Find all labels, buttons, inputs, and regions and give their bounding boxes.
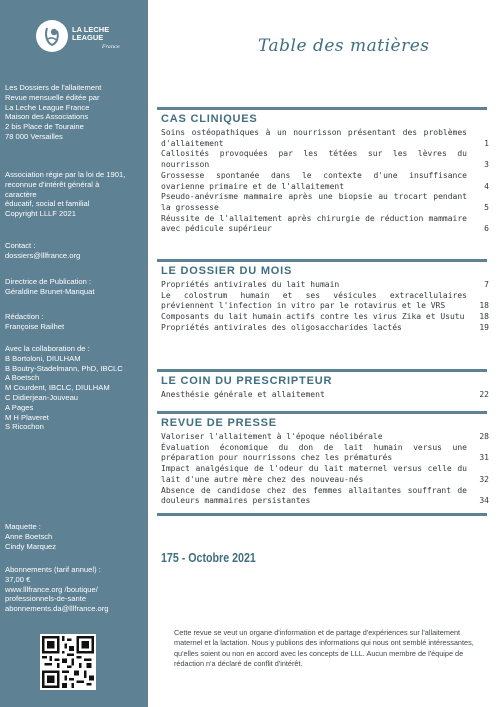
publication-line: Les Dossiers de l'allaitement bbox=[5, 83, 102, 92]
section-heading: LE COIN DU PRESCRIPTEUR bbox=[161, 375, 333, 387]
entry-page: 3 bbox=[484, 160, 489, 170]
entry-title: Évaluation économique du don de lait humain versus une préparation pour nourrissons chez les prématurés bbox=[161, 442, 467, 463]
entry-page: 7 bbox=[484, 280, 489, 289]
collaborator: A Boetsch bbox=[5, 373, 40, 383]
section-revue-de-presse bbox=[157, 411, 491, 516]
publication-line: 2 bis Place de Touraine bbox=[5, 122, 84, 132]
entry-page: 32 bbox=[479, 474, 489, 484]
legal-line: Association régie par la loi de 1901, bbox=[5, 170, 126, 179]
legal-line: reconnue d'intérêt général à bbox=[5, 179, 100, 189]
collaborator: B Boutry-Stadelmann, PhD, IBCLC bbox=[5, 363, 123, 373]
publication-line: La Leche League France bbox=[5, 102, 90, 112]
entry-title: Pseudo-anévrisme mammaire après une biopsie au trocart pendant la grossesse bbox=[161, 192, 467, 212]
legal-line: caractère bbox=[5, 189, 37, 199]
toc-title: Table des matières bbox=[258, 36, 430, 56]
collaborator: C Didierjean-Jouveau bbox=[5, 392, 79, 402]
collaborator: M Courdent, IBCLC, DIULHAM bbox=[5, 383, 110, 393]
entry-title: Composants du lait humain actifs contre les virus Zika et Usutu bbox=[161, 312, 465, 322]
toc-entry[interactable] bbox=[157, 192, 491, 213]
entry-title: Impact analgésique de l'odeur du lait maternel versus celle du lait d'une autre mère chez des nouveau-nés bbox=[161, 464, 467, 484]
sidebar bbox=[0, 0, 148, 707]
entry-page: 18 bbox=[479, 301, 489, 311]
section-cas-cliniques bbox=[157, 107, 491, 235]
section-dossier-du-mois bbox=[157, 259, 491, 334]
toc-entry[interactable] bbox=[157, 486, 491, 507]
toc-entry[interactable] bbox=[157, 128, 491, 149]
entry-page: 19 bbox=[479, 322, 489, 332]
maquette-info bbox=[5, 522, 145, 551]
toc-entry[interactable] bbox=[157, 390, 491, 401]
redaction-info bbox=[5, 312, 145, 332]
section-divider bbox=[157, 259, 487, 262]
collaborator: B Bortoloni, DIULHAM bbox=[5, 353, 81, 363]
publication-line: 78 000 Versailles bbox=[5, 131, 63, 141]
section-heading: CAS CLINIQUES bbox=[161, 113, 258, 125]
abo-price: 37,00 € bbox=[5, 574, 31, 584]
entry-title: Propriétés antivirales des oligosaccharides lactés bbox=[161, 322, 402, 332]
contact-label: Contact : bbox=[5, 241, 36, 250]
legal-info bbox=[5, 170, 145, 219]
editorial-note: Cette revue se veut un organe d'information et de partage d'expériences sur l'allaitement maternel et la lactation. Nous y publions des informations qui nous ont semblé intéressantes, qu'elles soient ou non en accord avec les concepts de LLL. Aucun membre de l'équipe de rédaction n'a déclaré de conflit d'intérêt. bbox=[174, 628, 474, 668]
toc-entry[interactable] bbox=[157, 291, 491, 312]
redaction-name: Françoise Railhet bbox=[5, 321, 65, 331]
collab-label: Avec la collaboration de : bbox=[5, 344, 90, 353]
abonnements-info bbox=[5, 565, 145, 614]
section-divider bbox=[157, 107, 487, 110]
issue-number: 175 - Octobre 2021 bbox=[161, 550, 256, 565]
entry-page: 22 bbox=[479, 390, 489, 399]
abo-label: Abonnements (tarif annuel) : bbox=[5, 565, 101, 574]
toc-entry[interactable] bbox=[157, 443, 491, 464]
toc-entry[interactable] bbox=[157, 214, 491, 235]
entry-page: 6 bbox=[484, 224, 489, 234]
collaborator: A Pages bbox=[5, 402, 34, 412]
toc-entry[interactable] bbox=[157, 464, 491, 485]
legal-line: éducatif, social et familial bbox=[5, 199, 90, 209]
contact-email[interactable]: dossiers@lllfrance.org bbox=[5, 250, 81, 260]
entry-title: Réussite de l'allaitement après chirurgie de réduction mammaire avec pédicule supérieur bbox=[161, 213, 467, 234]
directrice-label: Directrice de Publication : bbox=[5, 277, 92, 286]
logo-subtitle: France bbox=[102, 44, 120, 50]
toc-entry[interactable] bbox=[157, 149, 491, 170]
section-heading: LE DOSSIER DU MOIS bbox=[161, 265, 293, 277]
entry-page: 5 bbox=[484, 202, 489, 212]
entry-page: 31 bbox=[479, 453, 489, 463]
entry-title: Valoriser l'allaitement à l'époque néolibérale bbox=[161, 432, 383, 441]
publication-info bbox=[5, 83, 145, 142]
section-coin-du-prescripteur bbox=[157, 369, 491, 401]
maquette-label: Maquette : bbox=[5, 522, 41, 531]
section-divider bbox=[157, 513, 487, 516]
logo-emblem-icon bbox=[36, 20, 68, 52]
entry-title: Soins ostéopathiques à un nourrisson présentant des problèmes d'allaitement bbox=[161, 128, 467, 148]
section-divider bbox=[157, 369, 487, 372]
toc-entry[interactable] bbox=[157, 323, 491, 334]
redaction-label: Rédaction : bbox=[5, 312, 44, 321]
toc-entry[interactable] bbox=[157, 171, 491, 192]
entry-title: Grossesse spontanée dans le contexte d'une insuffisance ovarienne primaire et de l'allaitement bbox=[161, 170, 467, 191]
section-heading: REVUE DE PRESSE bbox=[161, 417, 277, 429]
publication-line: Maison des Associations bbox=[5, 112, 89, 122]
toc-entry[interactable] bbox=[157, 312, 491, 323]
qr-code-icon[interactable] bbox=[40, 634, 96, 690]
toc-entry[interactable] bbox=[157, 432, 491, 443]
lll-logo bbox=[36, 20, 141, 65]
entry-page: 4 bbox=[484, 181, 489, 191]
section-divider bbox=[157, 411, 487, 414]
entry-page: 1 bbox=[484, 138, 489, 148]
maquette-name: Cindy Marquez bbox=[5, 541, 57, 551]
contact-info bbox=[5, 241, 145, 261]
collaborator: S Ricochon bbox=[5, 422, 44, 432]
maquette-name: Anne Boetsch bbox=[5, 531, 53, 541]
entry-title: Absence de candidose chez des femmes allaitantes souffrant de douleurs mammaires persistantes bbox=[161, 485, 467, 506]
collaborators-info bbox=[5, 344, 145, 432]
entry-title: Callosités provoquées par les tétées sur les lèvres du nourrisson bbox=[161, 149, 467, 170]
abo-email[interactable]: abonnements.da@lllfrance.org bbox=[5, 604, 109, 614]
entry-title: Le colostrum humain et ses vésicules extracellulaires préviennent l'infection in vitro par le rotavirus et le VRS bbox=[161, 290, 467, 311]
entry-page: 18 bbox=[479, 312, 489, 322]
abo-link[interactable]: professionnels-de-sante bbox=[5, 594, 87, 604]
publication-line: Revue mensuelle éditée par bbox=[5, 92, 100, 102]
collaborator: M H Plaveret bbox=[5, 412, 49, 422]
entry-title: Anesthésie générale et allaitement bbox=[161, 390, 325, 399]
entry-page: 28 bbox=[479, 432, 489, 441]
abo-link[interactable]: www.lllfrance.org /boutique/ bbox=[5, 584, 98, 594]
logo-name: LA LECHE LEAGUE bbox=[72, 25, 110, 42]
entry-title: Propriétés antivirales du lait humain bbox=[161, 280, 340, 289]
legal-line: Copyright LLLF 2021 bbox=[5, 209, 76, 219]
directrice-name: Géraldine Brunet-Manquat bbox=[5, 286, 95, 296]
entry-page: 34 bbox=[479, 496, 489, 506]
toc-entry[interactable] bbox=[157, 280, 491, 291]
directrice-info bbox=[5, 277, 145, 297]
